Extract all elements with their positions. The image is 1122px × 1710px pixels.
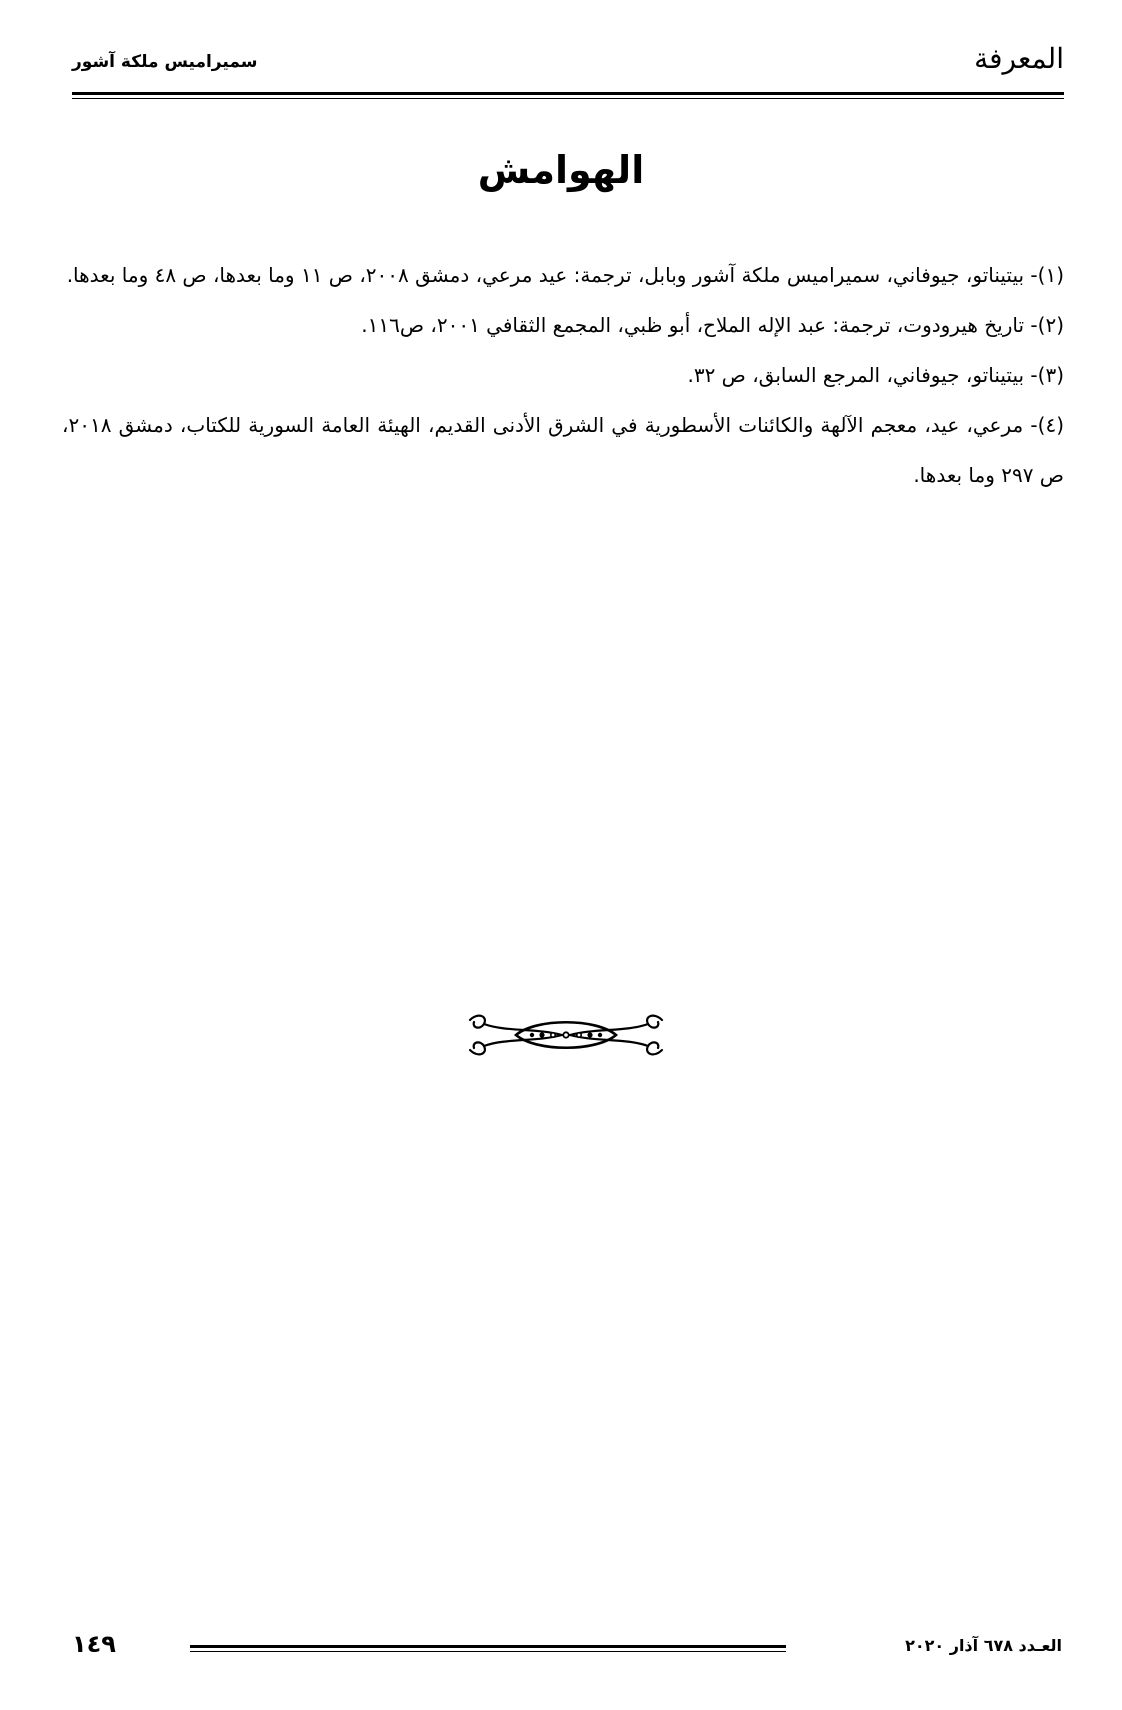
page-number: ١٤٩ [72, 1630, 116, 1658]
footnotes-list [62, 250, 1064, 500]
header-rule-thick [72, 92, 1064, 95]
running-title: سميراميس ملكة آشور [72, 52, 258, 72]
footer-rule-thick [190, 1645, 786, 1648]
footer-rule-thin [190, 1651, 786, 1652]
footnote-3: (٣)- بيتيناتو، جيوفاني، المرجع السابق، ص ٣٢. [687, 363, 1064, 387]
decorative-flourish-icon [466, 1010, 666, 1060]
footnote-4: (٤)- مرعي، عيد، معجم الآلهة والكائنات الأسطورية في الشرق الأدنى القديم، الهيئة العامة السورية للكتاب، دمشق ٢٠١٨، ص ٢٩٧ وما بعدها. [62, 413, 1064, 487]
issue-label: العـدد ٦٧٨ آذار ٢٠٢٠ [905, 1636, 1062, 1655]
footnote-1: (١)- بيتيناتو، جيوفاني، سميراميس ملكة آشور وبابل، ترجمة: عيد مرعي، دمشق ٢٠٠٨، ص ١١ وما بعدها، ص ٤٨ وما بعدها. [66, 263, 1064, 287]
magazine-logo: المعرفة [974, 42, 1064, 75]
section-title: الهوامش [477, 148, 645, 192]
footnote-2: (٢)- تاريخ هيرودوت، ترجمة: عبد الإله الملاح، أبو ظبي، المجمع الثقافي ٢٠٠١، ص١١٦. [361, 313, 1064, 337]
header-rule-thin [72, 98, 1064, 99]
